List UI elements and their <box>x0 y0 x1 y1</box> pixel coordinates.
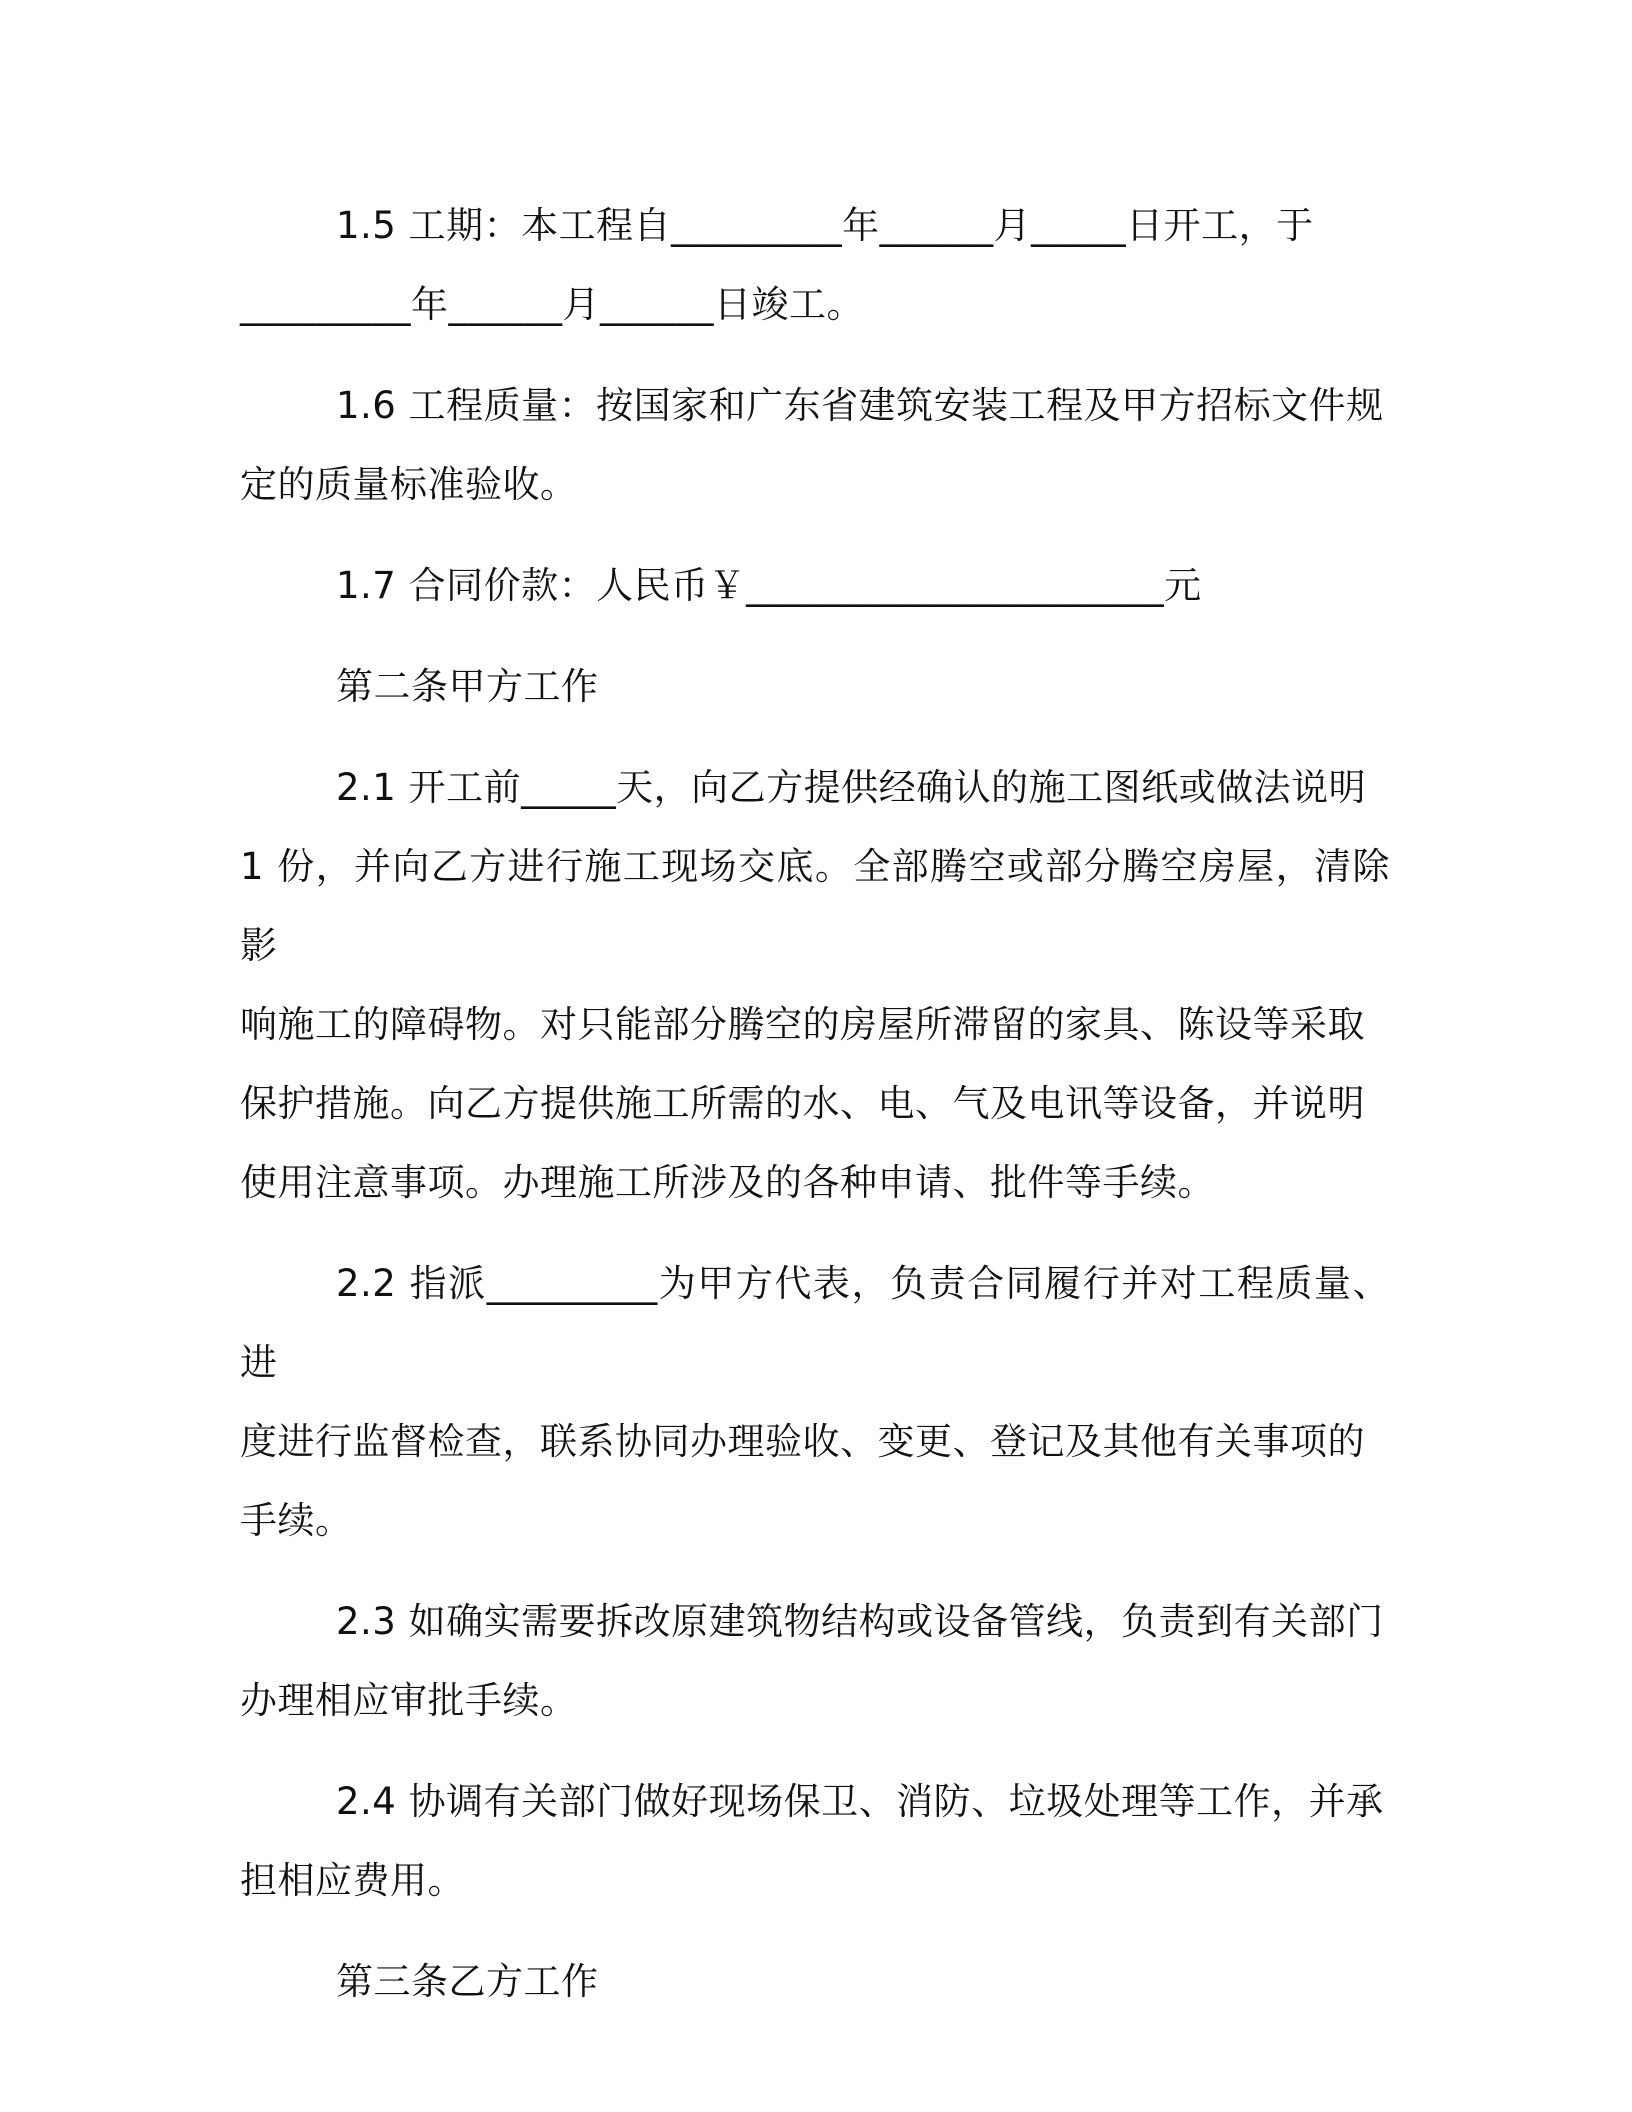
clause-2-4-line-1: 2.4 协调有关部门做好现场保卫、消防、垃圾处理等工作，并承 <box>336 1780 1384 1823</box>
clause-1-7 <box>240 546 1390 625</box>
article-2-heading: 第二条甲方工作 <box>336 665 599 708</box>
clause-2-2-line-2: 度进行监督检查，联系协同办理验收、变更、登记及其他有关事项的 <box>240 1420 1365 1463</box>
clause-2-3-line-1: 2.3 如确实需要拆改原建筑物结构或设备管线，负责到有关部门 <box>336 1600 1384 1643</box>
clause-1-5-line-2: _________年______月______日竣工。 <box>240 283 864 326</box>
clause-2-3 <box>240 1582 1390 1740</box>
clause-1-7-line-1: 1.7 合同价款：人民币￥______________________元 <box>336 564 1202 607</box>
clause-1-6-line-2: 定的质量标准验收。 <box>240 463 578 506</box>
document-body <box>240 186 1390 2043</box>
clause-1-6 <box>240 366 1390 524</box>
article-3-heading: 第三条乙方工作 <box>336 1960 599 2003</box>
clause-2-4-line-2: 担相应费用。 <box>240 1859 465 1902</box>
clause-2-1-line-4: 保护措施。向乙方提供施工所需的水、电、气及电讯等设备，并说明 <box>240 1082 1365 1125</box>
clause-2-1-line-5: 使用注意事项。办理施工所涉及的各种申请、批件等手续。 <box>240 1161 1215 1204</box>
clause-2-2-line-3: 手续。 <box>240 1499 353 1542</box>
clause-2-1-line-3: 响施工的障碍物。对只能部分腾空的房屋所滞留的家具、陈设等采取 <box>240 1003 1365 1046</box>
clause-1-5 <box>240 186 1390 344</box>
clause-2-1 <box>240 748 1390 1222</box>
clause-2-1-line-1: 2.1 开工前_____天，向乙方提供经确认的施工图纸或做法说明 <box>336 766 1367 809</box>
clause-2-4 <box>240 1762 1390 1920</box>
clause-1-5-line-1: 1.5 工期：本工程自_________年______月_____日开工，于 <box>336 204 1314 247</box>
clause-2-1-line-2: 1 份，并向乙方进行施工现场交底。全部腾空或部分腾空房屋，清除影 <box>240 845 1390 967</box>
clause-2-2-line-1: 2.2 指派_________为甲方代表，负责合同履行并对工程质量、进 <box>240 1262 1390 1384</box>
clause-2-2 <box>240 1244 1390 1560</box>
clause-2-3-line-2: 办理相应审批手续。 <box>240 1679 578 1722</box>
clause-1-6-line-1: 1.6 工程质量：按国家和广东省建筑安装工程及甲方招标文件规 <box>336 384 1384 427</box>
